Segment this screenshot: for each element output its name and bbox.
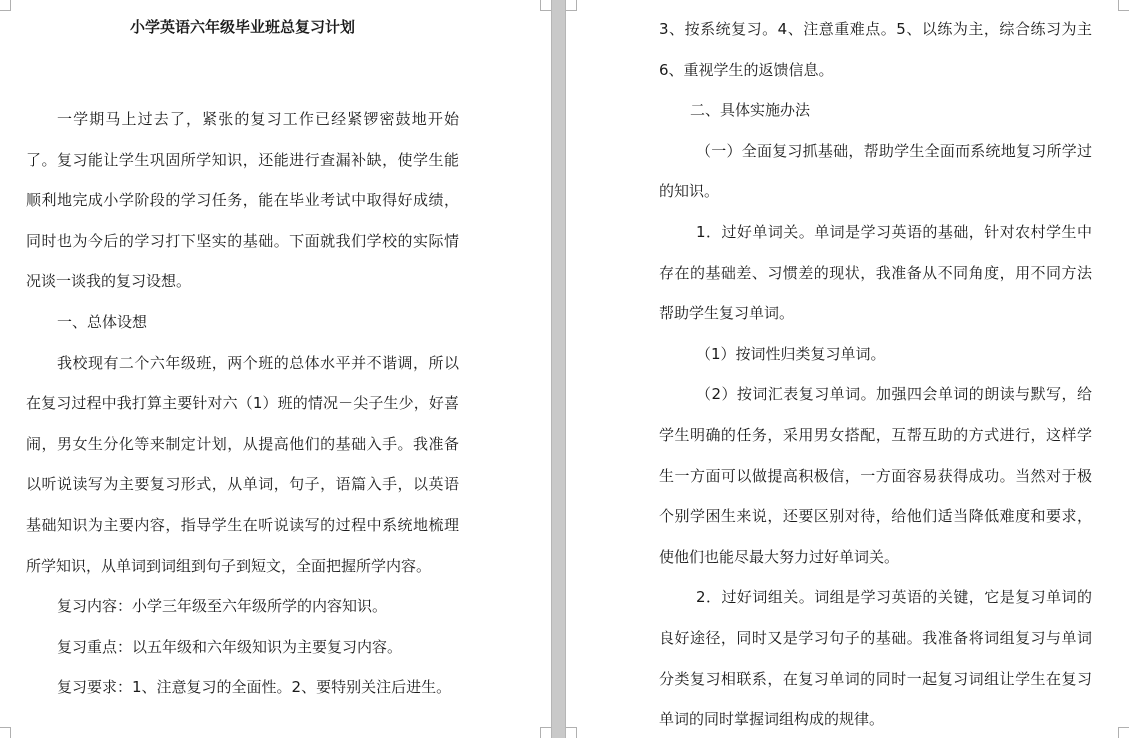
paragraph-word-pass: 1．过好单词关。单词是学习英语的基础，针对农村学生中存在的基础差、习惯差的现状，我准备从不同角度，用不同方法帮助学生复习单词。 [659, 222, 1092, 323]
page-corner-mark [1118, 727, 1129, 738]
paragraph-phrase-pass: 2．过好词组关。词组是学习英语的关键，它是复习单词的良好途径，同时又是学习句子的基础。我准备将词组复习与单词分类复习相联系，在复习单词的同时一起复习词组让学生在复习单词的同时掌握词组构成的规律。 [659, 588, 1092, 729]
page-corner-mark [566, 0, 577, 11]
paragraph-requirements-continued: 3、按系统复习。4、注意重难点。5、以练为主，综合练习为主6、重视学生的返馈信息。 [659, 20, 1092, 79]
paragraph-vocabulary-list-review: （2）按词汇表复习单词。加强四会单词的朗读与默写，给学生明确的任务，采用男女搭配，互帮互助的方式进行，这样学生一方面可以做提高积极信，一方面容易获得成功。当然对于极个别学困生来说，还要区别对待，给他们适当降低难度和要求，使他们也能尽最大努力过好单词关。 [659, 385, 1092, 566]
document-title: 小学英语六年级毕业班总复习计划 [129, 18, 355, 36]
paragraph-intro: 一学期马上过去了，紧张的复习工作已经紧锣密鼓地开始了。复习能让学生巩固所学知识，还能进行查漏补缺，使学生能顺利地完成小学阶段的学习任务，能在毕业考试中取得好成绩，同时也为今后的学习打下坚实的基础。下面就我们学校的实际情况谈一谈我的复习设想。 [26, 110, 459, 291]
heading-overall-plan: 一、总体设想 [57, 312, 148, 331]
page-corner-mark [0, 0, 11, 11]
document-page-left [0, 0, 551, 738]
paragraph-review-content: 复习内容：小学三年级至六年级所学的内容知识。 [57, 597, 388, 616]
page-corner-mark [540, 0, 551, 11]
paragraph-class-situation: 我校现有二个六年级班，两个班的总体水平并不谐调，所以在复习过程中我打算主要针对六（1）班的情况－尖子生少，好喜闹，男女生分化等来制定计划，从提高他们的基础入手。我准备以听说读写为主要复习形式，从单词，句子，语篇入手，以英语基础知识为主要内容，指导学生在听说读写的过程中系统地梳理所学知识，从单词到词组到句子到短文，全面把握所学内容。 [26, 353, 459, 575]
heading-implementation: 二、具体实施办法 [690, 101, 811, 120]
page-corner-mark [1118, 0, 1129, 11]
paragraph-word-class-review: （1）按词性归类复习单词。 [696, 344, 886, 363]
paragraph-review-focus: 复习重点：以五年级和六年级知识为主要复习内容。 [57, 637, 403, 656]
document-page-right [566, 0, 1129, 738]
paragraph-review-requirements: 复习要求：1、注意复习的全面性。2、要特别关注后进生。 [57, 678, 452, 697]
left-page-body [26, 99, 459, 708]
heading-basics-review: （一）全面复习抓基础，帮助学生全面而系统地复习所学过的知识。 [659, 141, 1092, 201]
right-page-body [659, 9, 1092, 738]
page-corner-mark [0, 727, 11, 738]
page-corner-mark [540, 727, 551, 738]
page-corner-mark [566, 727, 577, 738]
page-gutter [551, 0, 566, 738]
